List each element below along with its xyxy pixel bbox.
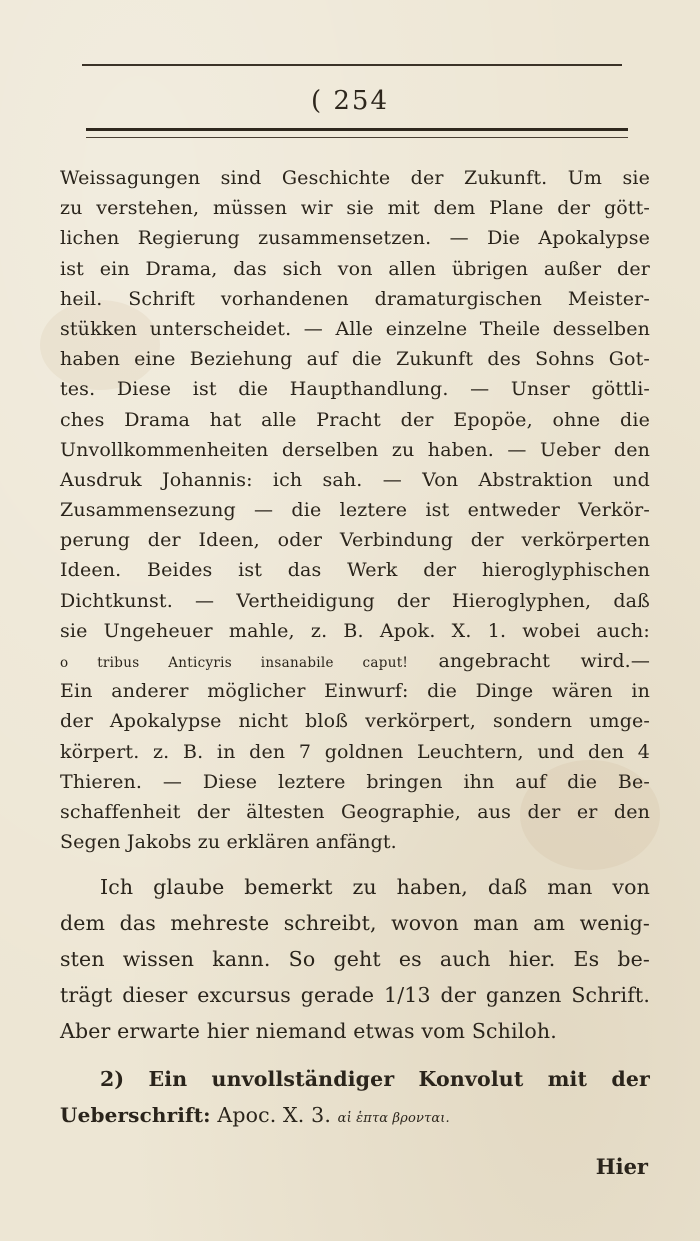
text-line: haben eine Beziehung auf die Zukunft des Sohns Got- [60, 348, 650, 371]
text-line: heil. Schrift vorhandenen dramaturgischen Meister- [60, 287, 650, 310]
text-line: Ideen. Beides ist das Werk der hieroglyphischen [60, 559, 650, 582]
catchword: Hier [595, 1154, 648, 1179]
latin-quote-line [60, 646, 650, 676]
text-line: Ich glaube bemerkt zu haben, daß man von [100, 875, 650, 900]
text-line: Ausdruk Johannis: ich sah. — Von Abstraktion und [60, 468, 650, 491]
text-line: schaffenheit der ältesten Geographie, aus der er den [60, 800, 650, 823]
heading-reference: Apoc. X. 3. [217, 1103, 331, 1128]
text-line: ist ein Drama, das sich von allen übrigen außer der [60, 257, 650, 280]
text-line: trägt dieser excursus gerade 1/13 der ganzen Schrift. [60, 983, 650, 1008]
text-line: Segen Jakobs zu erklären anfängt. [60, 831, 397, 854]
latin-line-rest: angebracht wird.— [438, 650, 650, 672]
text-line: dem das mehreste schreibt, wovon man am wenig- [60, 911, 650, 936]
text-line: der Apokalypse nicht bloß verkörpert, sondern umge- [60, 710, 650, 733]
section-heading-line-2 [60, 1097, 650, 1133]
text-line: zu verstehen, müssen wir sie mit dem Plane der gött- [60, 197, 650, 220]
text-line: Ein anderer möglicher Einwurf: die Dinge wären in [60, 680, 650, 703]
text-line: körpert. z. B. in den 7 goldnen Leuchtern, und den 4 [60, 740, 650, 763]
text-line: Weissagungen sind Geschichte der Zukunft. Um sie [60, 167, 650, 189]
header-rule [82, 64, 622, 66]
text-line: sten wissen kann. So geht es auch hier. Es be- [60, 947, 650, 972]
header-double-rule [86, 128, 628, 138]
text-line: Aber erwarte hier niemand etwas vom Schiloh. [60, 1019, 557, 1044]
section-heading-line: 2) Ein unvollständiger Konvolut mit der [100, 1067, 650, 1092]
latin-quote: o tribus Anticyris insanabile caput! [60, 655, 409, 671]
heading-prefix: Ueberschrift: [60, 1103, 211, 1128]
text-line: stükken unterscheidet. — Alle einzelne Theile desselben [60, 317, 650, 340]
paragraph-gap [60, 857, 650, 869]
text-line: Zusammensezung — die leztere ist entweder Verkör- [60, 499, 650, 522]
text-line: perung der Ideen, oder Verbindung der verkörperten [60, 529, 650, 552]
greek-quote: αἱ ἑπτα βρονται. [337, 1111, 450, 1127]
text-line: lichen Regierung zusammensetzen. — Die Apokalypse [60, 227, 650, 250]
text-line: tes. Diese ist die Haupthandlung. — Unser göttli- [60, 378, 650, 401]
body-text [60, 163, 650, 1133]
text-line: Thieren. — Diese leztere bringen ihn auf die Be- [60, 770, 650, 793]
text-line: Dichtkunst. — Vertheidigung der Hieroglyphen, daß [60, 589, 650, 612]
page-number: ( 254 [310, 86, 390, 116]
text-line: Unvollkommenheiten derselben zu haben. — Ueber den [60, 438, 650, 461]
text-line: sie Ungeheuer mahle, z. B. Apok. X. 1. wobei auch: [60, 619, 650, 642]
text-line: ches Drama hat alle Pracht der Epopöe, ohne die [60, 408, 650, 431]
paragraph-gap [60, 1049, 650, 1061]
